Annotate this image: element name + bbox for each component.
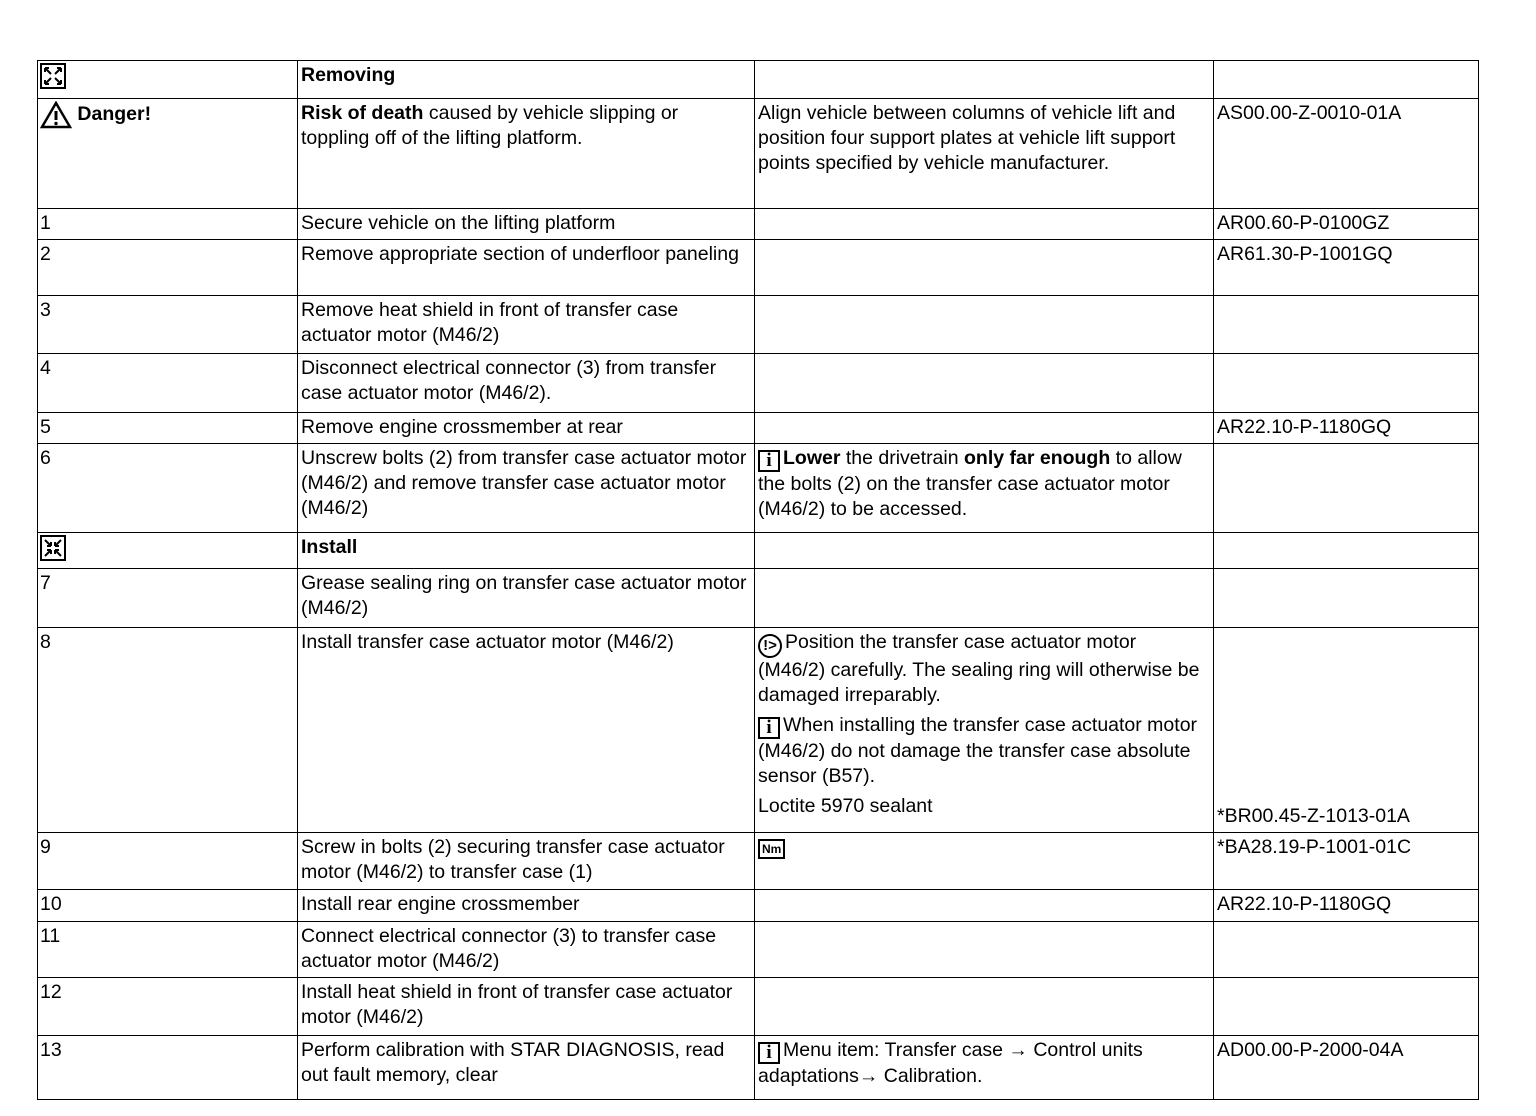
- step-note: [755, 354, 1214, 413]
- step-ref: [1214, 444, 1479, 533]
- removing-cell: [38, 61, 298, 99]
- step-number: 9: [38, 833, 298, 890]
- removing-icon: [40, 63, 66, 89]
- table-row: [38, 444, 1479, 533]
- step-number: 4: [38, 354, 298, 413]
- table-row: [38, 628, 1479, 833]
- note-bold: only far enough: [964, 447, 1111, 469]
- step-ref: AD00.00-P-2000-04A: [1214, 1036, 1479, 1100]
- step-number: 7: [38, 569, 298, 628]
- note-cell: [755, 61, 1214, 99]
- table-row: [38, 240, 1479, 296]
- step-note: [755, 413, 1214, 444]
- step-note: [755, 1036, 1214, 1100]
- step-note: Align vehicle between columns of vehicle lift and position four support plates at vehicle lift support points specified by vehicle manufacturer.: [755, 99, 1214, 209]
- step-number: 1: [38, 209, 298, 240]
- step-text: Grease sealing ring on transfer case actuator motor (M46/2): [298, 569, 755, 628]
- step-number: 11: [38, 922, 298, 978]
- step-note: [755, 978, 1214, 1036]
- caution-text: Position the transfer case actuator motor (M46/2) carefully. The sealing ring will otherwise be damaged irreparably.: [758, 631, 1200, 706]
- step-text: Remove engine crossmember at rear: [298, 413, 755, 444]
- danger-cell: [38, 99, 298, 209]
- section-title-removing: Removing: [298, 61, 755, 99]
- table-row: [38, 413, 1479, 444]
- step-number: 3: [38, 296, 298, 354]
- step-number: 2: [38, 240, 298, 296]
- step-ref: [1214, 922, 1479, 978]
- step-text: Install rear engine crossmember: [298, 890, 755, 922]
- note-bold: Lower: [783, 447, 841, 469]
- caution-icon: !>: [758, 634, 782, 658]
- step-ref: AS00.00-Z-0010-01A: [1214, 99, 1479, 209]
- step-ref: AR22.10-P-1180GQ: [1214, 890, 1479, 922]
- table-row: [38, 978, 1479, 1036]
- table-row: [38, 833, 1479, 890]
- table-row: [38, 61, 1479, 99]
- step-text: Disconnect electrical connector (3) from transfer case actuator motor (M46/2).: [298, 354, 755, 413]
- danger-text: caused by vehicle slipping or toppling off of the lifting platform.: [301, 102, 679, 149]
- step-text: Install transfer case actuator motor (M46/2): [298, 628, 755, 833]
- ref-cell: [1214, 61, 1479, 99]
- info-icon: i: [758, 1042, 780, 1064]
- section-title-install: Install: [298, 533, 755, 569]
- table-row: [38, 890, 1479, 922]
- step-note: [755, 922, 1214, 978]
- step-ref: *BA28.19-P-1001-01C: [1214, 833, 1479, 890]
- note-text: Menu item: Transfer case → Control units adaptations→ Calibration.: [758, 1039, 1143, 1087]
- step-text: Remove heat shield in front of transfer case actuator motor (M46/2): [298, 296, 755, 354]
- note-cell: [755, 533, 1214, 569]
- step-note: [755, 833, 1214, 890]
- torque-icon: Nm: [758, 839, 785, 859]
- step-ref: [1214, 296, 1479, 354]
- step-text: Secure vehicle on the lifting platform: [298, 209, 755, 240]
- step-ref: *BR00.45-Z-1013-01A: [1214, 628, 1479, 833]
- step-note: [755, 569, 1214, 628]
- table-row: [38, 354, 1479, 413]
- risk-of-death-label: Risk of death: [301, 102, 424, 124]
- install-icon: [40, 535, 66, 561]
- step-note: [755, 628, 1214, 833]
- table-row: [38, 1036, 1479, 1100]
- step-note: [755, 444, 1214, 533]
- step-number: 13: [38, 1036, 298, 1100]
- procedure-table: [37, 60, 1479, 1100]
- step-text: Install heat shield in front of transfer case actuator motor (M46/2): [298, 978, 755, 1036]
- step-note: [755, 890, 1214, 922]
- step-ref: [1214, 354, 1479, 413]
- table-row: [38, 533, 1479, 569]
- install-cell: [38, 533, 298, 569]
- step-ref: [1214, 978, 1479, 1036]
- step-number: 12: [38, 978, 298, 1036]
- table-row: [38, 209, 1479, 240]
- step-text: [298, 99, 755, 209]
- table-row: [38, 569, 1479, 628]
- step-note: [755, 240, 1214, 296]
- note-text: to allow the bolts (2) on the transfer case actuator motor (M46/2) to be accessed.: [758, 447, 1182, 520]
- step-ref: [1214, 569, 1479, 628]
- step-number: 8: [38, 628, 298, 833]
- sealant-text: Loctite 5970 sealant: [758, 795, 933, 817]
- step-ref: AR22.10-P-1180GQ: [1214, 413, 1479, 444]
- table-row: [38, 296, 1479, 354]
- step-ref: AR00.60-P-0100GZ: [1214, 209, 1479, 240]
- note-text: the drivetrain: [840, 447, 964, 469]
- info-text: When installing the transfer case actuator motor (M46/2) do not damage the transfer case absolute sensor (B57).: [758, 714, 1198, 787]
- step-text: Remove appropriate section of underfloor paneling: [298, 240, 755, 296]
- table-row: [38, 99, 1479, 209]
- info-icon: i: [758, 450, 780, 472]
- table-row: [38, 922, 1479, 978]
- warning-icon: [40, 101, 72, 129]
- step-text: Screw in bolts (2) securing transfer case actuator motor (M46/2) to transfer case (1): [298, 833, 755, 890]
- step-text: Connect electrical connector (3) to transfer case actuator motor (M46/2): [298, 922, 755, 978]
- step-text: Perform calibration with STAR DIAGNOSIS, read out fault memory, clear: [298, 1036, 755, 1100]
- step-note: [755, 296, 1214, 354]
- step-ref: AR61.30-P-1001GQ: [1214, 240, 1479, 296]
- step-number: 5: [38, 413, 298, 444]
- step-number: 10: [38, 890, 298, 922]
- info-icon: i: [758, 717, 780, 739]
- step-text: Unscrew bolts (2) from transfer case actuator motor (M46/2) and remove transfer case actuator motor (M46/2): [298, 444, 755, 533]
- step-number: 6: [38, 444, 298, 533]
- ref-cell: [1214, 533, 1479, 569]
- step-note: [755, 209, 1214, 240]
- danger-label: Danger!: [77, 103, 152, 126]
